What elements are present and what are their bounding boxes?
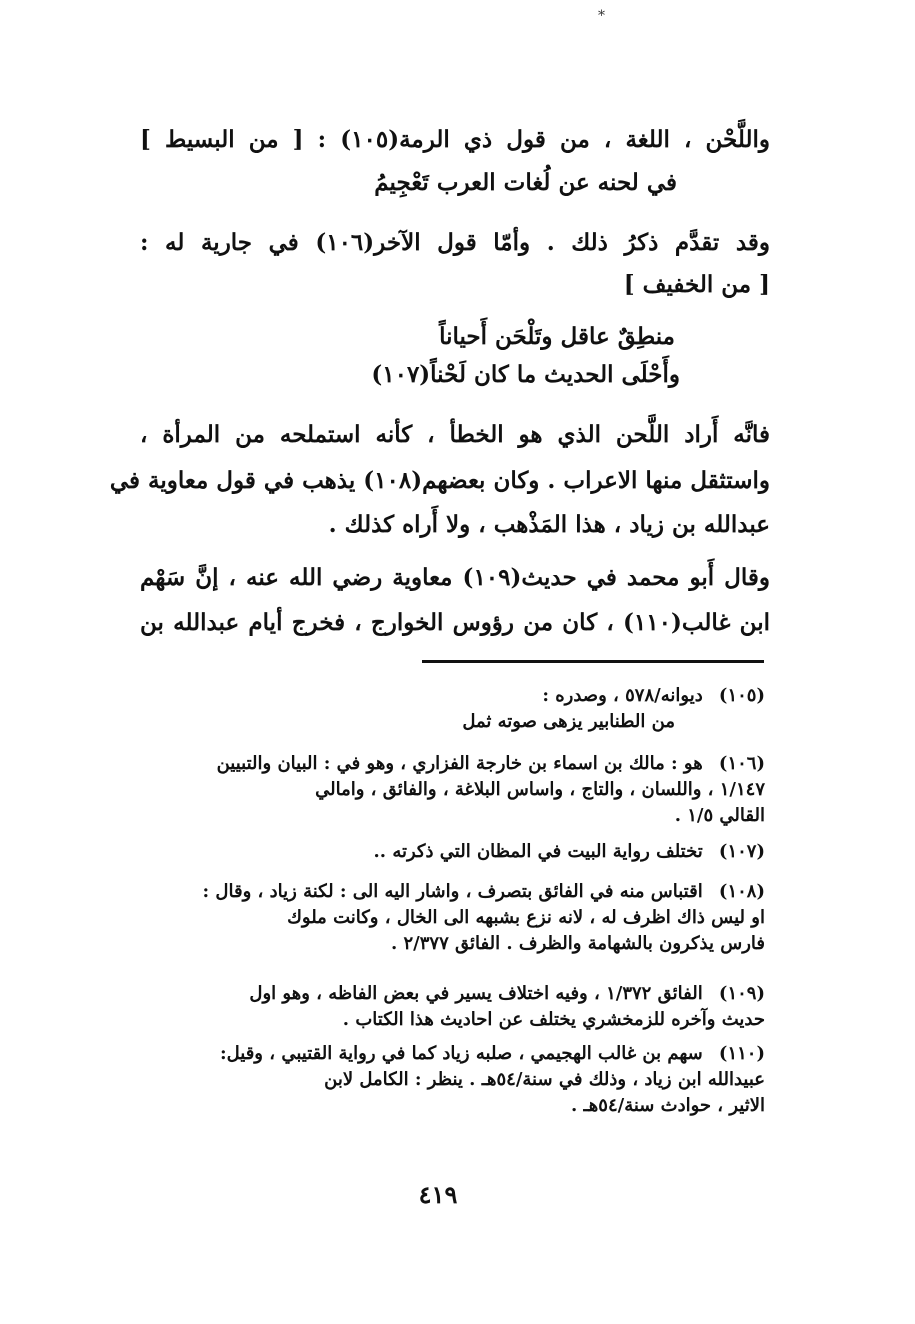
footnote-text: هو : مالك بن اسماء بن خارجة الفزاري ، وهو في : البيان والتبيين <box>216 753 703 774</box>
footnote-105 <box>150 684 765 707</box>
footnote-text-cont: الاثير ، حوادث سنة/٥٤هـ . <box>570 1095 765 1116</box>
footnote-number: (١٠٦) <box>718 753 765 774</box>
footnote-text-cont: حديث وآخره للزمخشري يختلف عن احاديث هذا الكتاب . <box>342 1009 765 1030</box>
footnote-number: (١٠٨) <box>718 881 765 902</box>
footnote-text: سهم بن غالب الهجيمي ، صلبه زياد كما في رواية القتيبي ، وقيل: <box>219 1043 703 1064</box>
footnote-number: (١٠٩) <box>718 983 765 1004</box>
footnote-text: الفائق ١/٣٧٢ ، وفيه اختلاف يسير في بعض الفاظه ، وهو اول <box>249 983 703 1004</box>
page-number: ٤١٩ <box>418 1180 458 1209</box>
footnote-text-cont: القالي ١/٥ . <box>674 805 765 826</box>
footnote-110 <box>150 1042 765 1065</box>
body-line-2: وقد تقدَّم ذكرُ ذلك . وأمّا قول الآخر(١٠٦) في جارية له : <box>140 229 770 256</box>
footnote-text: اقتباس منه في الفائق بتصرف ، واشار اليه الى : لكنة زياد ، وقال : <box>202 881 703 902</box>
body-line-5: واستثقل منها الاعراب . وكان بعضهم(١٠٨) يذهب في قول معاوية في <box>109 467 770 494</box>
footnote-text-cont: او ليس ذاك اظرف له ، لانه نزع بشبهه الى الخال ، وكانت ملوك <box>287 907 765 928</box>
footnote-text-cont: فارس يذكرون بالشهامة والظرف . الفائق ٢/٣٧٧ . <box>390 933 765 954</box>
footnote-108 <box>150 880 765 903</box>
footnote-number: (١١٠) <box>718 1043 765 1064</box>
footnote-text: ديوانه/٥٧٨ ، وصدره : <box>542 685 703 706</box>
footnote-text: تختلف رواية البيت في المظان التي ذكرته .. <box>373 841 703 862</box>
body-line-6: عبدالله بن زياد ، هذا المَذْهب ، ولا أَراه كذلك . <box>328 511 770 538</box>
body-line-1: واللَّحْن ، اللغة ، من قول ذي الرمة(١٠٥) : [ من البسيط ] <box>140 126 770 153</box>
footnote-text-cont: ١/١٤٧ ، واللسان ، والتاج ، واساس البلاغة ، والفائق ، وامالي <box>315 779 765 800</box>
footnote-text-cont: عبيدالله ابن زياد ، وذلك في سنة/٥٤هـ . ينظر : الكامل لابن <box>324 1069 765 1090</box>
footnote-number: (١٠٥) <box>718 685 765 706</box>
body-line-8: ابن غالب(١١٠) ، كان من رؤوس الخوارج ، فخرج أيام عبدالله بن <box>140 609 770 636</box>
footnote-divider <box>422 660 764 663</box>
footnote-106 <box>150 752 765 775</box>
footnote-verse: من الطنابير يزهى صوته ثمل <box>462 711 675 732</box>
verse-line-1: في لحنه عن لُغات العرب تَعْجِيمُ <box>374 169 677 196</box>
footnote-number: (١٠٧) <box>718 841 765 862</box>
scan-mark: * <box>598 8 605 24</box>
footnote-109 <box>150 982 765 1005</box>
body-line-4: فانَّه أَراد اللَّحن الذي هو الخطأ ، كأنه استملحه من المرأة ، <box>140 421 770 448</box>
footnote-107 <box>150 840 765 863</box>
verse-line-3: وأَحْلَى الحديث ما كان لَحْناً(١٠٧) <box>371 361 680 388</box>
verse-line-2: منطِقٌ عاقل وتَلْحَن أَحياناً <box>439 323 675 350</box>
body-line-3: [ من الخفيف ] <box>623 271 770 298</box>
body-line-7: وقال أَبو محمد في حديث(١٠٩) معاوية رضي الله عنه ، إنَّ سَهْم <box>140 564 770 591</box>
